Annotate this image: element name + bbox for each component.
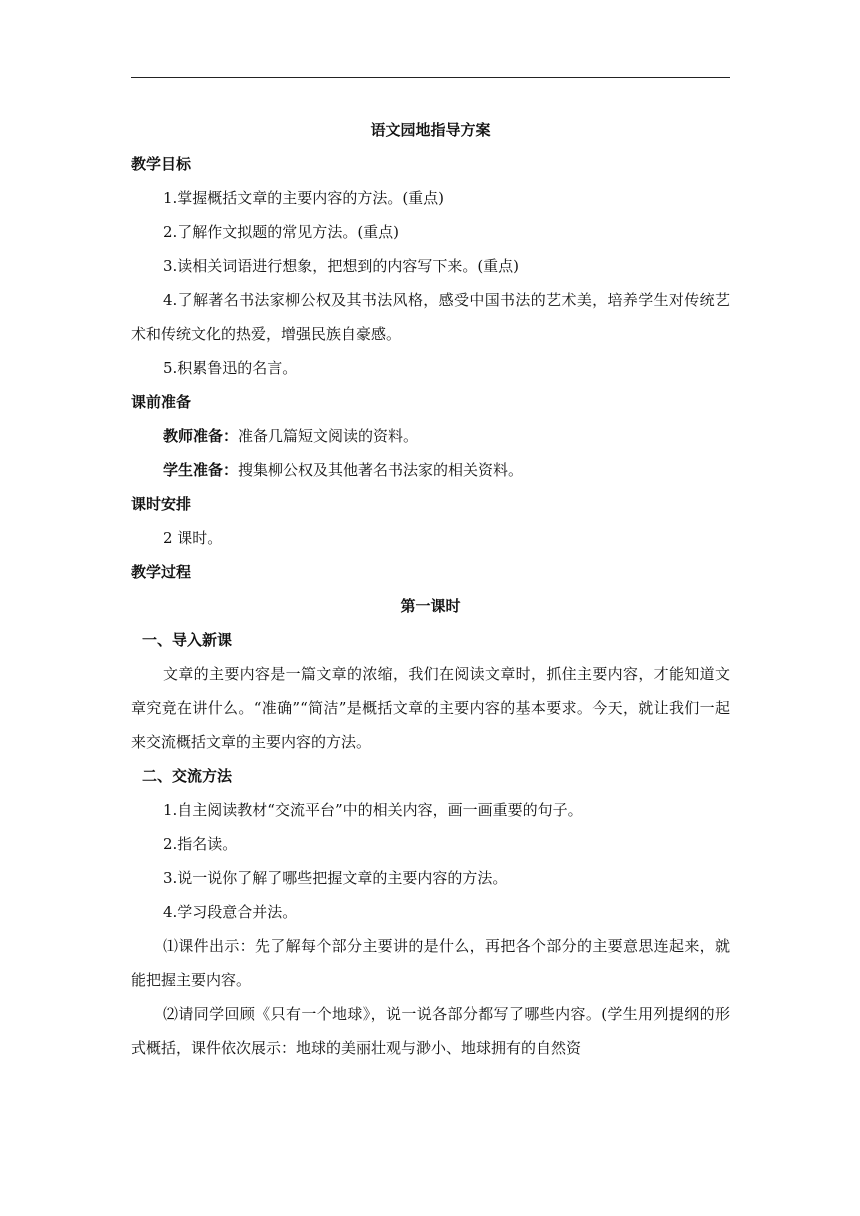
student-preparation-text: 搜集柳公权及其他著名书法家的相关资料。 (238, 461, 524, 479)
student-preparation (131, 453, 730, 487)
preparation-heading: 课前准备 (131, 393, 192, 411)
teacher-preparation-label: 教师准备： (163, 427, 239, 445)
part1-text: 文章的主要内容是一篇文章的浓缩，我们在阅读文章时，抓住主要内容，才能知道文章究竟在讲什么。“准确”“简洁”是概括文章的主要内容的基本要求。今天，就让我们一起来交流概括文章的主要内容的方法。 (131, 665, 730, 751)
header-rule (131, 77, 730, 78)
part2-item: 2.指名读。 (163, 835, 238, 853)
lesson-title: 第一课时 (400, 597, 461, 615)
goal-item: 1.掌握概括文章的主要内容的方法。(重点) (163, 189, 445, 207)
document-title: 语文园地指导方案 (370, 121, 491, 139)
teacher-preparation (131, 419, 730, 453)
schedule-text: 2 课时。 (163, 529, 223, 547)
document-body (131, 113, 730, 1065)
process-heading: 教学过程 (131, 563, 192, 581)
schedule-heading: 课时安排 (131, 495, 192, 513)
goal-item: 5.积累鲁迅的名言。 (163, 359, 298, 377)
part2-heading: 二、交流方法 (142, 767, 233, 785)
student-preparation-label: 学生准备： (163, 461, 239, 479)
part2-item: 3.说一说你了解了哪些把握文章的主要内容的方法。 (163, 869, 508, 887)
part2-item: 1.自主阅读教材“交流平台”中的相关内容，画一画重要的句子。 (163, 801, 583, 819)
part2-sub-item: ⑴课件出示：先了解每个部分主要讲的是什么，再把各个部分的主要意思连起来，就能把握主要内容。 (131, 937, 730, 989)
part2-item: 4.学习段意合并法。 (163, 903, 298, 921)
goal-item: 2.了解作文拟题的常见方法。(重点) (163, 223, 400, 241)
part1-heading: 一、导入新课 (142, 631, 233, 649)
goal-item: 3.读相关词语进行想象，把想到的内容写下来。(重点) (163, 257, 520, 275)
goal-item: 4.了解著名书法家柳公权及其书法风格，感受中国书法的艺术美，培养学生对传统艺术和传统文化的热爱，增强民族自豪感。 (131, 291, 730, 343)
goals-heading: 教学目标 (131, 155, 192, 173)
part2-sub-item: ⑵请同学回顾《只有一个地球》，说一说各部分都写了哪些内容。(学生用列提纲的形式概括，课件依次展示：地球的美丽壮观与渺小、地球拥有的自然资 (131, 1005, 730, 1057)
teacher-preparation-text: 准备几篇短文阅读的资料。 (238, 427, 419, 445)
